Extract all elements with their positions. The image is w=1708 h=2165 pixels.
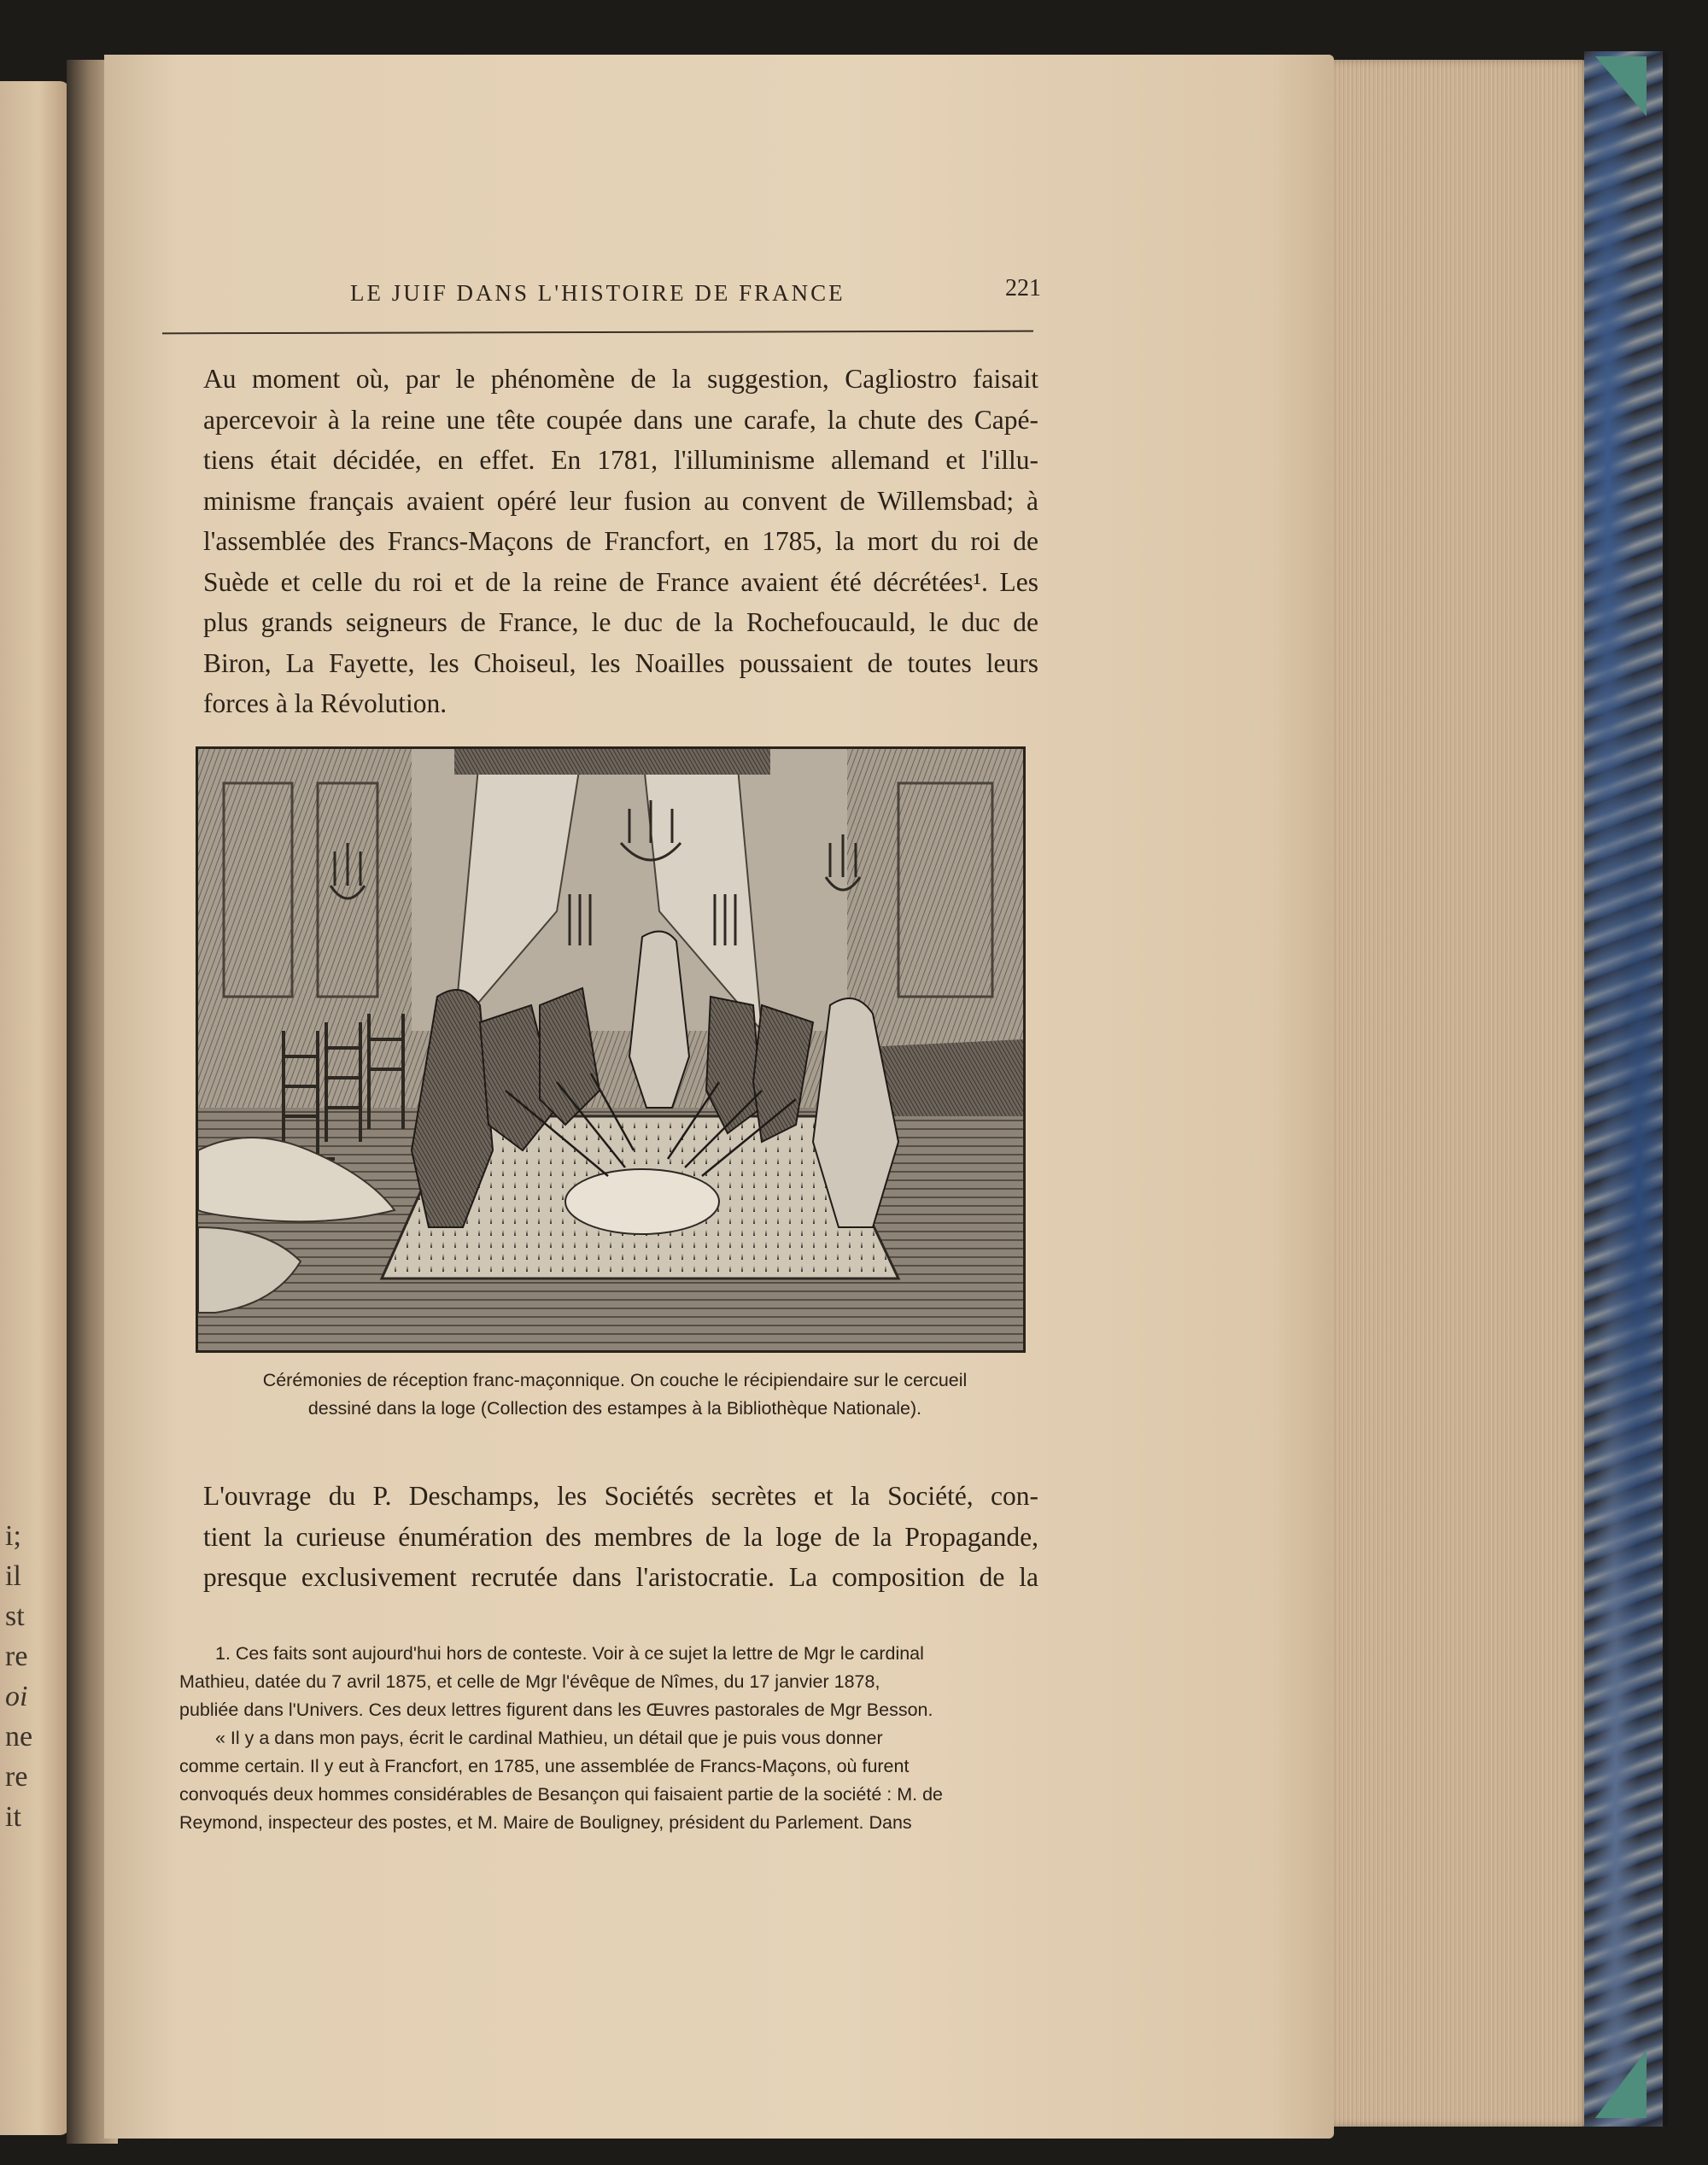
page-block-edges — [1332, 60, 1588, 2127]
running-title: LE JUIF DANS L'HISTOIRE DE FRANCE — [350, 280, 845, 306]
left-fragment: oi — [5, 1681, 28, 1712]
footnote-line: « Il y a dans mon pays, écrit le cardinal Mathieu, un détail que je puis vous donner — [215, 1728, 883, 1748]
text-line: Biron, La Fayette, les Choiseul, les Noailles poussaient de toutes leurs — [203, 647, 1038, 678]
paragraph-1 — [164, 359, 1038, 724]
left-facing-page — [0, 81, 70, 2135]
text-line: presque exclusivement recrutée dans l'aristocratie. La composition de la — [203, 1562, 1038, 1592]
footnote-line: publiée dans l'Univers. Ces deux lettres figurent dans les Œuvres pastorales de Mgr Besson. — [179, 1700, 933, 1720]
masonic-ceremony-engraving — [198, 749, 1023, 1350]
caption-line: Cérémonies de réception franc-maçonnique. On couche le récipiendaire sur le cercueil — [262, 1370, 968, 1390]
footnotes — [179, 1640, 1059, 1837]
text-line: l'assemblée des Francs-Maçons de Francfort, en 1785, la mort du roi de — [203, 526, 1038, 556]
footnote-quote — [179, 1724, 1059, 1837]
text-line: tient la curieuse énumération des membres de la loge de la Propagande, — [203, 1521, 1038, 1552]
caption-line: dessiné dans la loge (Collection des estampes à la Bibliothèque Nationale). — [307, 1398, 922, 1419]
left-fragment: i; — [5, 1520, 21, 1552]
figure-caption — [171, 1366, 1059, 1423]
paragraph-2 — [164, 1476, 1038, 1598]
footnote-line: 1. Ces faits sont aujourd'hui hors de conteste. Voir à ce sujet la lettre de Mgr le cardinal — [215, 1643, 924, 1664]
text-line: minisme français avaient opéré leur fusion au convent de Willemsbad; à — [203, 485, 1038, 516]
text-line: L'ouvrage du P. Deschamps, les Sociétés secrètes et la Société, con- — [203, 1481, 1038, 1511]
engraving-illustration — [196, 746, 1026, 1353]
footnote-line: comme certain. Il y eut à Francfort, en 1785, une assemblée de Francs-Maçons, où furent — [179, 1756, 910, 1776]
left-fragment: ne — [5, 1721, 33, 1752]
footnote-line: Mathieu, datée du 7 avril 1875, et celle de Mgr l'évêque de Nîmes, du 17 janvier 1878, — [179, 1671, 880, 1692]
left-fragment: it — [5, 1801, 21, 1833]
text-line: tiens était décidée, en effet. En 1781, l'illuminisme allemand et l'illu- — [203, 445, 1038, 475]
text-line: forces à la Révolution. — [203, 688, 447, 718]
left-fragment: re — [5, 1641, 28, 1672]
left-fragment: re — [5, 1761, 28, 1793]
page-number: 221 — [1005, 275, 1041, 301]
text-line: Suède et celle du roi et de la reine de France avaient été décrétées¹. Les — [203, 566, 1038, 597]
text-line: Au moment où, par le phénomène de la suggestion, Cagliostro faisait — [203, 364, 1038, 394]
text-line: plus grands seigneurs de France, le duc de la Rochefoucauld, le duc de — [203, 607, 1038, 637]
marbled-cover — [1584, 51, 1668, 2127]
footnote-1 — [179, 1640, 1059, 1724]
footnote-line: Reymond, inspecteur des postes, et M. Maire de Bouligney, président du Parlement. Dans — [179, 1812, 912, 1833]
left-fragment: st — [5, 1600, 25, 1632]
text-line: apercevoir à la reine une tête coupée dans une carafe, la chute des Capé- — [203, 404, 1038, 435]
footnote-line: convoqués deux hommes considérables de Besançon qui faisaient partie de la société : M. de — [179, 1784, 943, 1805]
left-fragment: il — [5, 1560, 21, 1592]
